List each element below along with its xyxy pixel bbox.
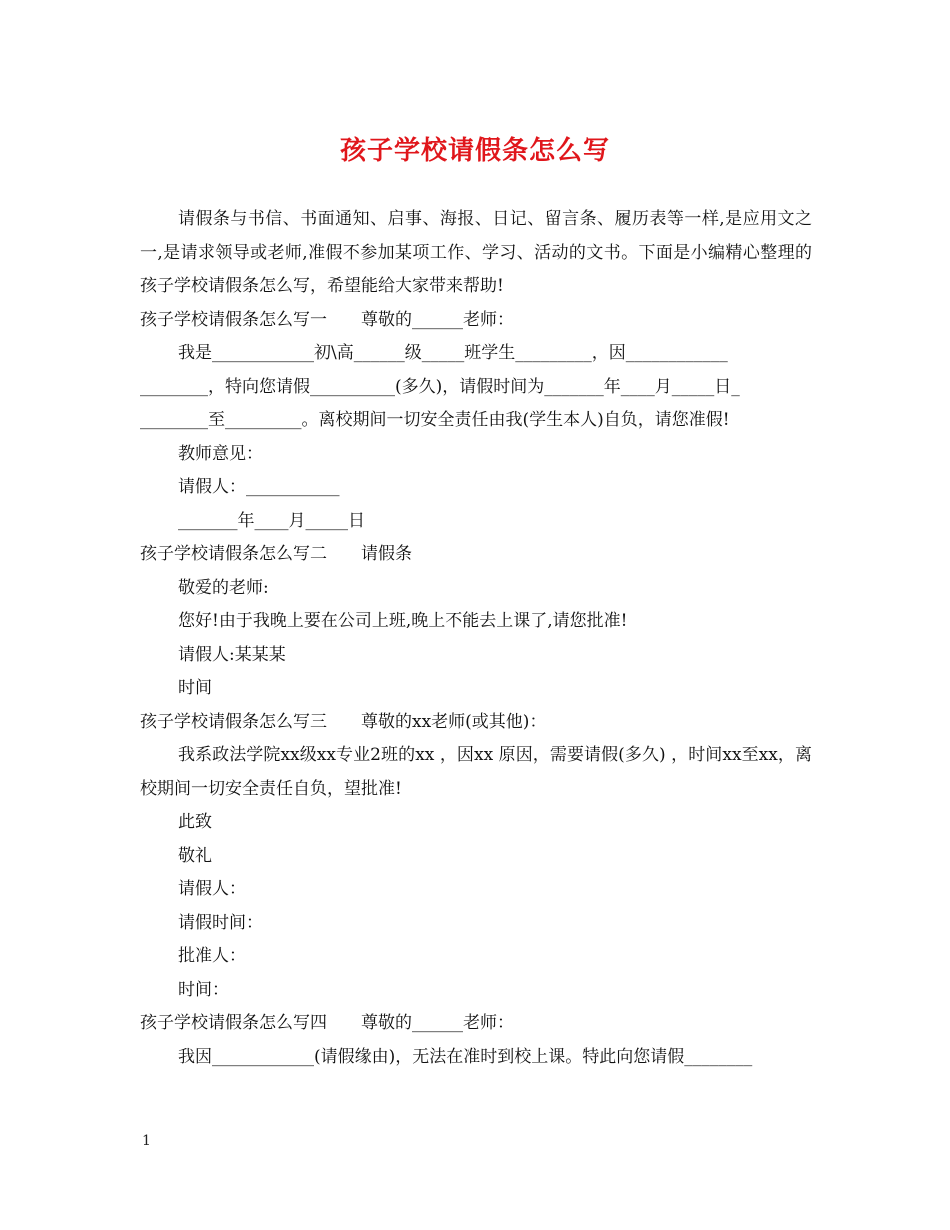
- section-3-closing-1: 此致: [178, 812, 212, 832]
- section-3-heading: 孩子学校请假条怎么写三 尊敬的xx老师(或其他)：: [140, 711, 547, 732]
- section-3-body: 我系政法学院xx级xx专业2班的xx ，因xx 原因，需要请假(多久) ，时间xx至xx，离校期间一切安全责任自负，望批准!: [140, 745, 812, 799]
- section-2-body: 您好!由于我晚上要在公司上班,晚上不能去上课了,请您批准!: [178, 611, 628, 631]
- section-1-line-1: 我是____________初\高______级_____班学生_________，因____________: [178, 343, 728, 363]
- section-4-line-1: 我因____________(请假缘由)，无法在准时到校上课。特此向您请假________: [178, 1046, 753, 1067]
- section-4-heading: 孩子学校请假条怎么写四 尊敬的______老师：: [140, 1013, 514, 1033]
- section-3-applicant: 请假人：: [178, 879, 246, 899]
- section-2-heading: 孩子学校请假条怎么写二 请假条: [140, 544, 412, 564]
- section-3-leave-time: 请假时间：: [178, 912, 263, 933]
- document-body: [140, 203, 812, 1074]
- section-1-line-3: ________至_________。离校期间一切安全责任由我(学生本人)自负，请您准假!: [140, 410, 730, 430]
- page-title: 孩子学校请假条怎么写: [339, 136, 610, 166]
- intro-paragraph: 请假条与书信、书面通知、启事、海报、日记、留言条、履历表等一样,是应用文之一,是请求领导或老师,准假不参加某项工作、学习、活动的文书。下面是小编精心整理的孩子学校请假条怎么写，希望能给大家带来帮助!: [140, 209, 812, 296]
- section-2-time: 时间: [178, 678, 212, 698]
- section-1-teacher-opinion: 教师意见：: [178, 443, 263, 464]
- section-1-line-2: ________，特向您请假__________(多久)，请假时间为_______年____月_____日_: [140, 376, 740, 397]
- section-3-time: 时间：: [178, 979, 229, 1000]
- section-1-date: _______年____月_____日: [178, 510, 365, 531]
- section-2-applicant: 请假人:某某某: [178, 644, 286, 665]
- section-2-greeting: 敬爱的老师:: [178, 577, 269, 598]
- section-1-applicant: 请假人：___________: [178, 477, 340, 497]
- section-1-heading: 孩子学校请假条怎么写一 尊敬的______老师：: [140, 309, 514, 330]
- page-number: 1: [142, 1133, 151, 1149]
- section-3-closing-2: 敬礼: [178, 845, 212, 866]
- section-3-approver: 批准人：: [178, 946, 246, 966]
